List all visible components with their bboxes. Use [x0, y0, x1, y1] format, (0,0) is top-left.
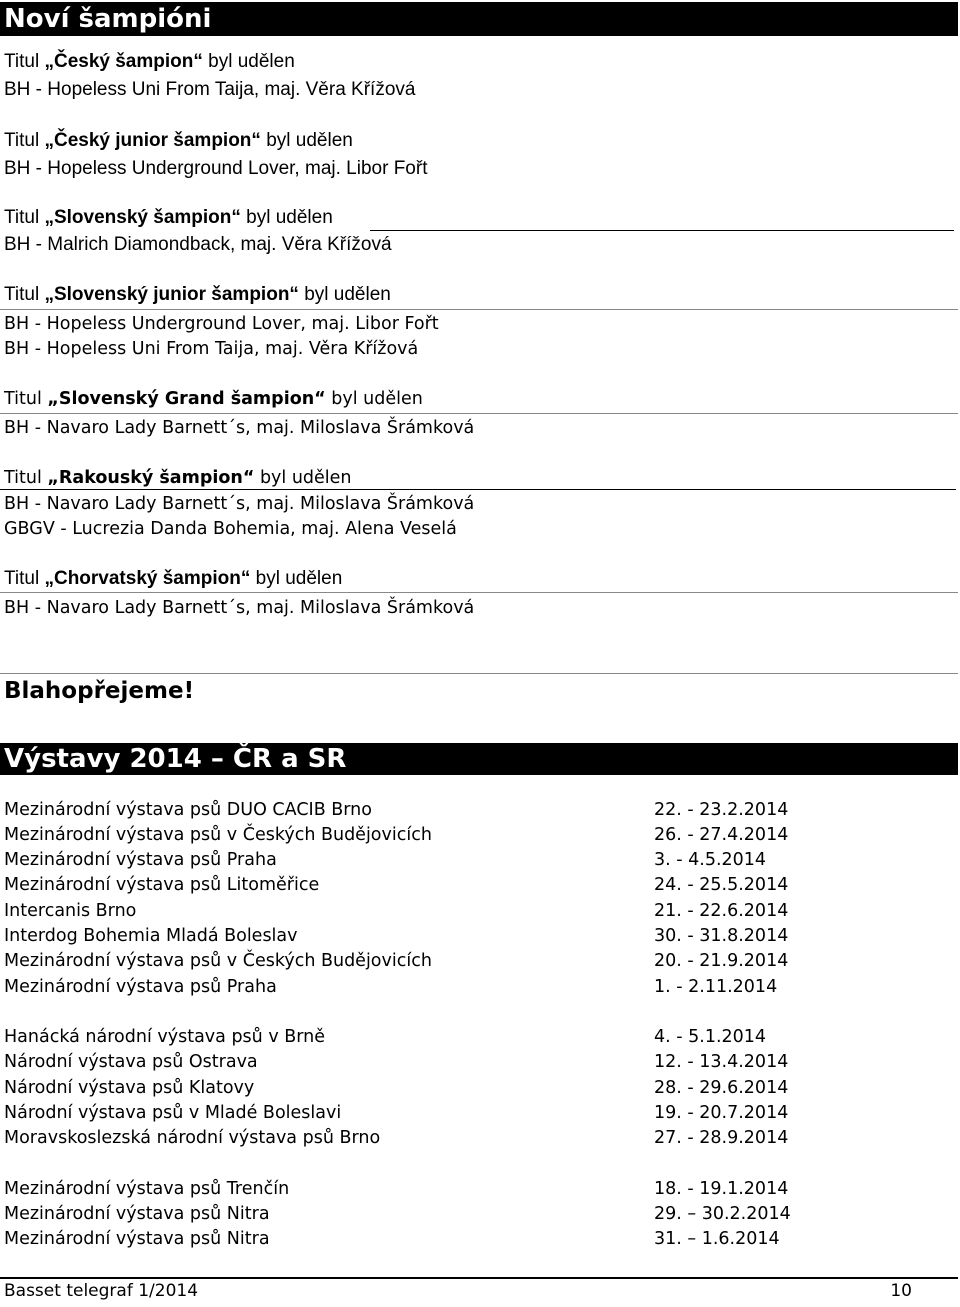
- show-date: 31. – 1.6.2014: [654, 1229, 780, 1249]
- section-title-shows: Výstavy 2014 – ČR a SR: [0, 743, 958, 775]
- show-date: 29. – 30.2.2014: [654, 1204, 791, 1224]
- congratulations-text: Blahopřejeme!: [4, 678, 195, 704]
- winner-line: BH - Navaro Lady Barnett´s, maj. Miloslava Šrámková: [4, 598, 475, 618]
- show-date: 18. - 19.1.2014: [654, 1179, 789, 1199]
- winner-line: BH - Hopeless Uni From Taija, maj. Věra Křížová: [4, 339, 419, 359]
- show-name: Národní výstava psů Klatovy: [4, 1078, 255, 1098]
- section-title-new-champions: Noví šampióni: [0, 2, 958, 36]
- show-date: 24. - 25.5.2014: [654, 875, 789, 895]
- title-line: Titul „Slovenský šampion“ byl udělen: [4, 207, 333, 228]
- page-number: 10: [890, 1281, 912, 1301]
- show-date: 3. - 4.5.2014: [654, 850, 767, 870]
- show-name: Mezinárodní výstava psů Praha: [4, 850, 277, 870]
- show-name: Mezinárodní výstava psů DUO CACIB Brno: [4, 800, 372, 820]
- divider: [0, 413, 958, 414]
- show-date: 22. - 23.2.2014: [654, 800, 789, 820]
- show-name: Intercanis Brno: [4, 901, 137, 921]
- show-name: Moravskoslezská národní výstava psů Brno: [4, 1128, 381, 1148]
- show-name: Mezinárodní výstava psů Nitra: [4, 1204, 270, 1224]
- divider: [370, 230, 954, 231]
- winner-line: BH - Navaro Lady Barnett´s, maj. Miloslava Šrámková: [4, 418, 475, 438]
- show-date: 21. - 22.6.2014: [654, 901, 789, 921]
- show-name: Národní výstava psů Ostrava: [4, 1052, 258, 1072]
- show-name: Mezinárodní výstava psů v Českých Budějovicích: [4, 951, 432, 971]
- title-line: Titul „Slovenský Grand šampion“ byl udělen: [4, 389, 423, 409]
- divider: [0, 673, 958, 674]
- divider: [0, 489, 956, 490]
- show-date: 28. - 29.6.2014: [654, 1078, 789, 1098]
- title-line: Titul „Český junior šampion“ byl udělen: [4, 130, 353, 151]
- show-date: 20. - 21.9.2014: [654, 951, 789, 971]
- publication-name: Basset telegraf 1/2014: [4, 1281, 199, 1301]
- title-line: Titul „Slovenský junior šampion“ byl udělen: [4, 284, 391, 305]
- winner-line: BH - Malrich Diamondback, maj. Věra Křížová: [4, 234, 392, 255]
- winner-line: BH - Hopeless Uni From Taija, maj. Věra Křížová: [4, 79, 416, 100]
- show-name: Mezinárodní výstava psů Litoměřice: [4, 875, 320, 895]
- winner-line: GBGV - Lucrezia Danda Bohemia, maj. Alena Veselá: [4, 519, 457, 539]
- show-date: 30. - 31.8.2014: [654, 926, 789, 946]
- show-date: 26. - 27.4.2014: [654, 825, 789, 845]
- show-date: 1. - 2.11.2014: [654, 977, 778, 997]
- show-name: Mezinárodní výstava psů v Českých Budějovicích: [4, 825, 432, 845]
- title-line: Titul „Rakouský šampion“ byl udělen: [4, 468, 352, 488]
- show-name: Mezinárodní výstava psů Trenčín: [4, 1179, 290, 1199]
- winner-line: BH - Hopeless Underground Lover, maj. Libor Fořt: [4, 314, 439, 334]
- winner-line: BH - Navaro Lady Barnett´s, maj. Miloslava Šrámková: [4, 494, 475, 514]
- winner-line: BH - Hopeless Underground Lover, maj. Libor Fořt: [4, 158, 428, 179]
- show-date: 4. - 5.1.2014: [654, 1027, 767, 1047]
- page-footer: [0, 1277, 958, 1305]
- show-date: 19. - 20.7.2014: [654, 1103, 789, 1123]
- title-line: Titul „Chorvatský šampion“ byl udělen: [4, 568, 343, 589]
- show-date: 27. - 28.9.2014: [654, 1128, 789, 1148]
- divider: [0, 309, 958, 310]
- show-name: Interdog Bohemia Mladá Boleslav: [4, 926, 298, 946]
- show-name: Národní výstava psů v Mladé Boleslavi: [4, 1103, 342, 1123]
- title-line: Titul „Český šampion“ byl udělen: [4, 51, 295, 72]
- show-name: Mezinárodní výstava psů Praha: [4, 977, 277, 997]
- show-name: Hanácká národní výstava psů v Brně: [4, 1027, 325, 1047]
- show-date: 12. - 13.4.2014: [654, 1052, 789, 1072]
- show-name: Mezinárodní výstava psů Nitra: [4, 1229, 270, 1249]
- divider: [0, 592, 958, 593]
